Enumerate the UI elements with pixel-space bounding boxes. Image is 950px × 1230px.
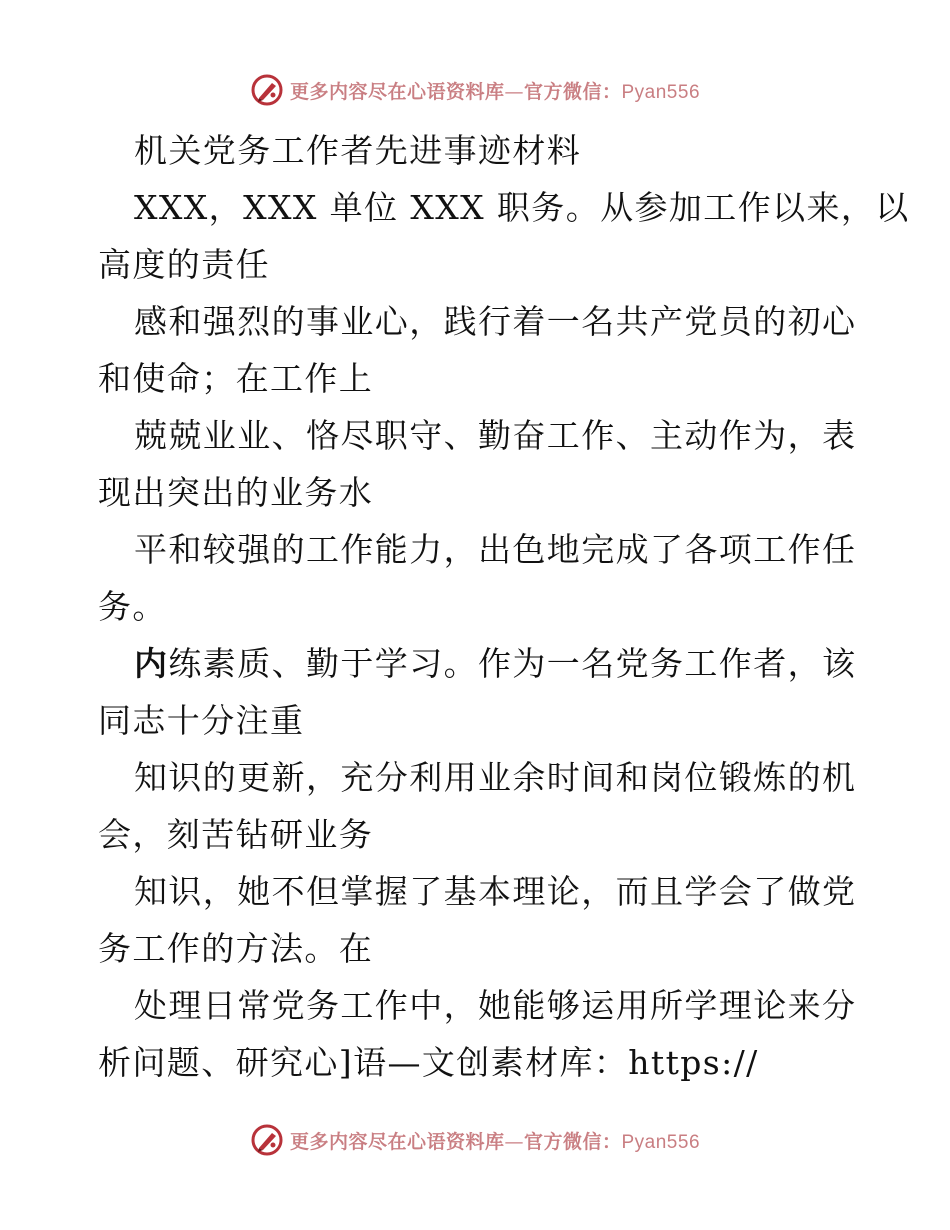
document-body	[98, 122, 910, 1091]
text-line: 兢兢业业、恪尽职守、勤奋工作、主动作为，表	[134, 416, 857, 455]
text-line: 务工作的方法。在	[98, 929, 374, 968]
text-line: 同志十分注重	[98, 701, 305, 740]
text-line: 高度的责任	[98, 245, 270, 284]
text-line: 知识的更新，充分利用业余时间和岗位锻炼的机	[134, 758, 857, 797]
text-line: 感和强烈的事业心，践行着一名共产党员的初心	[134, 302, 857, 341]
text-line: 处理日常党务工作中，她能够运用所学理论来分	[134, 986, 857, 1025]
pen-logo-icon	[250, 1123, 284, 1157]
pen-logo-icon	[250, 73, 284, 107]
text-line: 析问题、研究心]语—文创素材库：https://	[98, 1043, 759, 1082]
document-title: 机关党务工作者先进事迹材料	[134, 131, 582, 170]
paragraph-start-line: 内练素质、勤于学习。作为一名党务工作者，该	[134, 644, 857, 683]
text-line: 现出突出的业务水	[98, 473, 374, 512]
wechat-id: Pyan556	[621, 81, 701, 103]
text-line: 平和较强的工作能力，出色地完成了各项工作任	[134, 530, 857, 569]
text-line: 知识，她不但掌握了基本理论，而且学会了做党	[134, 872, 857, 911]
text-line: XXX，XXX 单位 XXX 职务。从参加工作以来，以	[134, 188, 910, 227]
text-line: 会，刻苦钻研业务	[98, 815, 374, 854]
text-line: 务。	[98, 587, 167, 626]
wechat-id: Pyan556	[621, 1131, 701, 1153]
text-line: 和使命；在工作上	[98, 359, 374, 398]
banner-text: 更多内容尽在心语资料库—官方微信：Pyan556	[289, 1130, 701, 1153]
header-banner	[0, 70, 950, 110]
paragraph-first-char: 内	[134, 644, 169, 683]
footer-banner	[0, 1120, 950, 1160]
banner-text: 更多内容尽在心语资料库—官方微信：Pyan556	[289, 80, 701, 103]
